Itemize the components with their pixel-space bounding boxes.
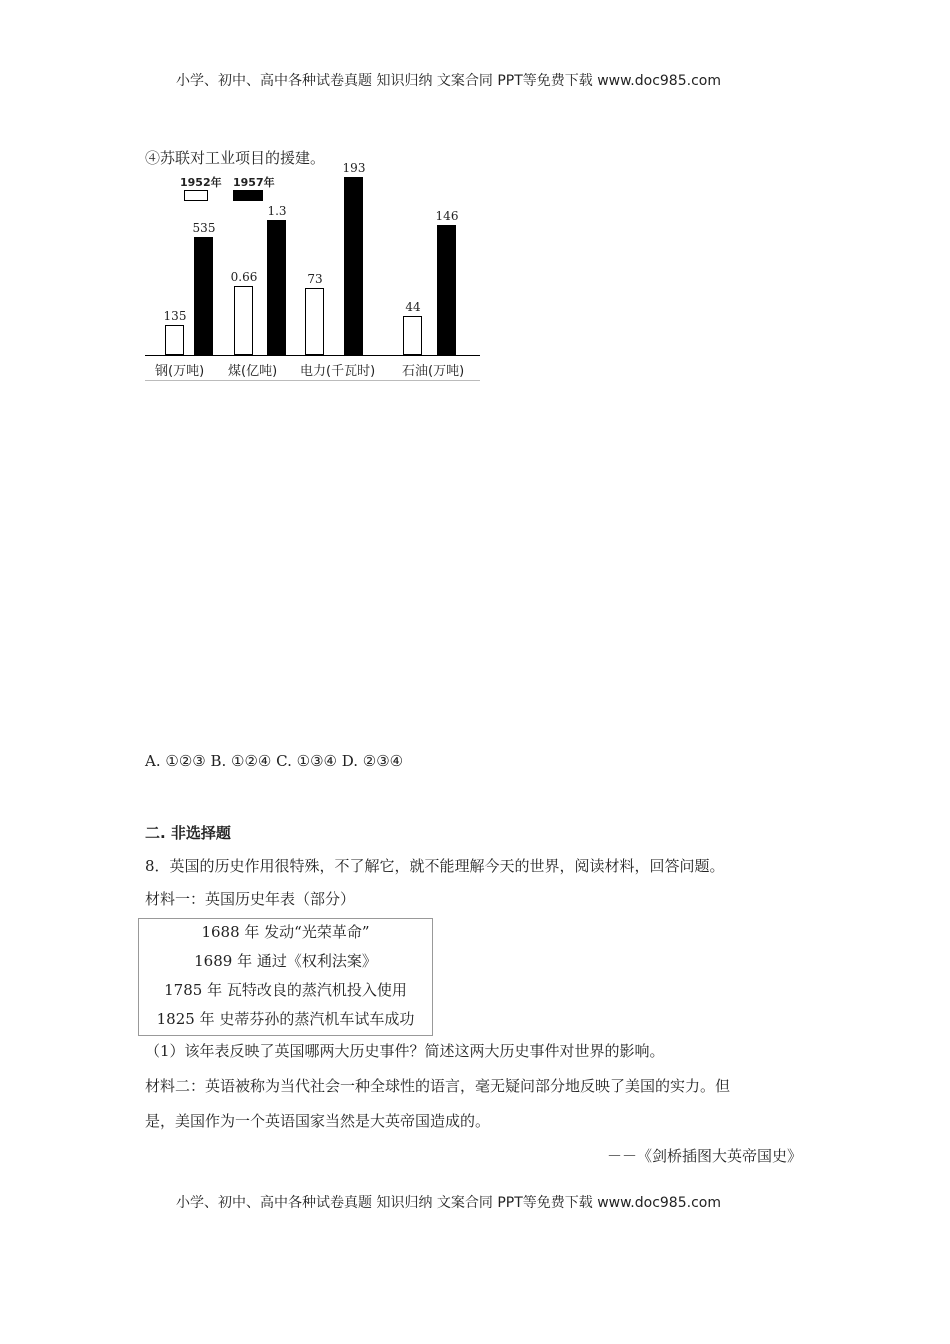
timeline-row: 1688 年 发动“光荣革命” — [201, 923, 370, 941]
item-4: ④苏联对工业项目的援建。 — [145, 149, 326, 167]
material-2-line2: 是，美国作为一个英语国家当然是大英帝国造成的。 — [145, 1112, 491, 1130]
answer-options: A. ①②③ B. ①②④ C. ①③④ D. ②③④ — [145, 752, 404, 770]
data-label: 1.3 — [267, 204, 287, 218]
data-label: 44 — [405, 300, 421, 314]
axis-underline — [145, 380, 480, 381]
page-footer: 小学、初中、高中各种试卷真题 知识归纳 文案合同 PPT等免费下载 www.doc985.com — [176, 1195, 721, 1211]
bar-1957年-1 — [267, 220, 286, 355]
data-label: 146 — [435, 209, 459, 223]
category-label: 石油(万吨) — [402, 364, 465, 379]
category-label: 电力(千瓦时) — [300, 364, 376, 379]
legend-swatch-1952 — [184, 190, 208, 201]
category-label: 煤(亿吨) — [228, 364, 278, 379]
data-label: 135 — [163, 309, 187, 323]
category-label: 钢(万吨) — [155, 364, 205, 379]
timeline-row: 1785 年 瓦特改良的蒸汽机投入使用 — [164, 981, 407, 999]
bar-1952年-3 — [403, 316, 422, 355]
bar-chart — [140, 161, 490, 390]
section-title: 二. 非选择题 — [145, 824, 231, 842]
data-label: 193 — [342, 161, 366, 175]
data-label: 0.66 — [230, 270, 258, 284]
material-1-title: 材料一：英国历史年表（部分） — [145, 890, 356, 908]
timeline-row: 1689 年 通过《权利法案》 — [194, 952, 377, 970]
legend-swatch-1957 — [233, 190, 263, 201]
bar-1957年-3 — [437, 225, 456, 355]
bar-1952年-2 — [305, 288, 324, 355]
bar-1952年-1 — [234, 286, 253, 355]
legend-1952: 1952年 — [180, 176, 222, 189]
timeline-table — [138, 918, 433, 1036]
legend-1957: 1957年 — [233, 176, 275, 189]
page-header: 小学、初中、高中各种试卷真题 知识归纳 文案合同 PPT等免费下载 www.doc985.com — [176, 73, 721, 89]
material-2-source: －－《剑桥插图大英帝国史》 — [606, 1147, 802, 1165]
bar-1952年-0 — [165, 325, 184, 355]
material-2-line1: 材料二：英语被称为当代社会一种全球性的语言，毫无疑问部分地反映了美国的实力。但 — [145, 1077, 731, 1095]
data-label: 73 — [307, 272, 323, 286]
timeline-row: 1825 年 史蒂芬孙的蒸汽机车试车成功 — [156, 1010, 415, 1028]
bar-1957年-0 — [194, 237, 213, 355]
data-label: 535 — [192, 221, 216, 235]
bar-1957年-2 — [344, 177, 363, 355]
question-8: 8．英国的历史作用很特殊，不了解它，就不能理解今天的世界，阅读材料，回答问题。 — [145, 857, 725, 875]
sub-question-1: （1）该年表反映了英国哪两大历史事件？简述这两大历史事件对世界的影响。 — [145, 1042, 665, 1060]
x-axis — [145, 355, 480, 356]
